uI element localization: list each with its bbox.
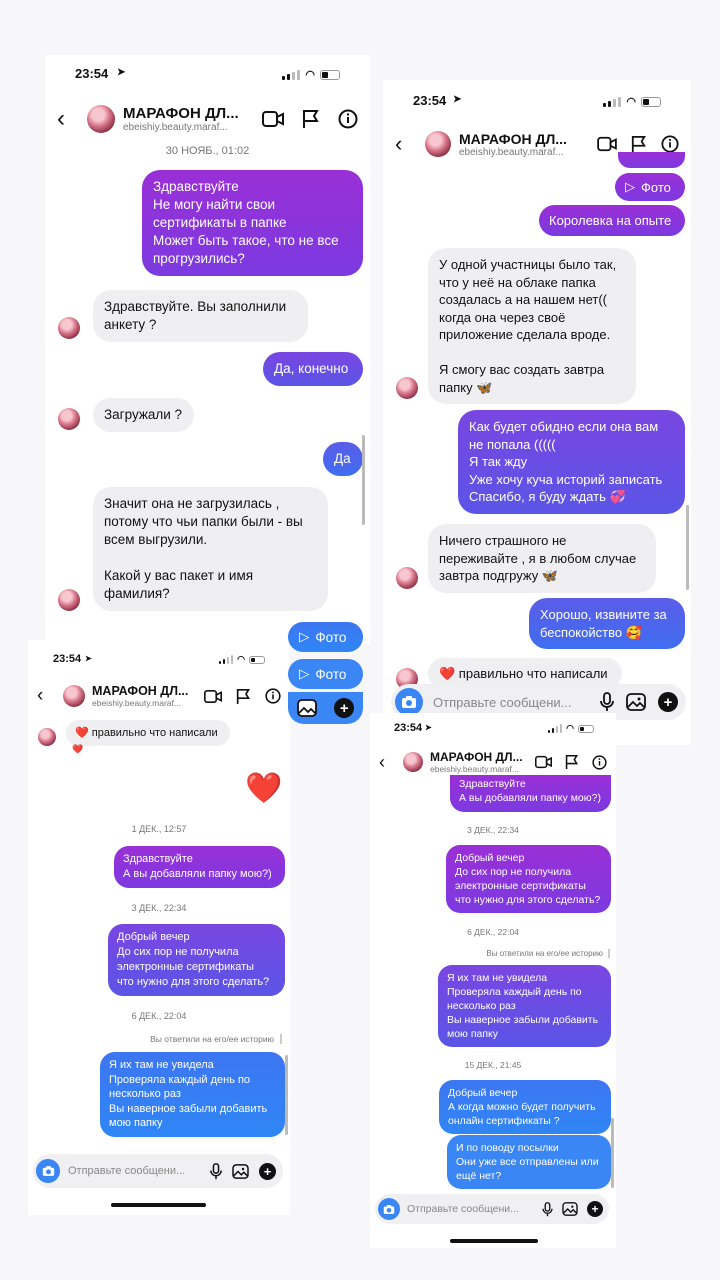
timestamp: 3 ДЕК., 22:34 <box>467 825 519 835</box>
message-bubble[interactable]: Добрый вечер До сих пор не получила электронные сертификаты что нужно для этого сделать? <box>108 924 285 996</box>
avatar[interactable] <box>403 752 423 772</box>
camera-icon[interactable] <box>395 688 423 716</box>
message-bubble[interactable]: Да <box>323 442 363 476</box>
message-bubble[interactable]: Как будет обидно если она вам не попала ((((( Я так жду Уже хочу куча историй записать Спасибо, я буду ждать 💞 <box>458 410 685 514</box>
message-bubble[interactable]: Я их там не увидела Проверяла каждый день по несколько раз Вы наверное забыли добавить мою папку <box>100 1052 285 1137</box>
wifi-icon: ◠ <box>626 96 636 108</box>
play-icon: ▷ <box>299 666 310 681</box>
header-actions <box>535 754 607 770</box>
chat-title[interactable] <box>430 750 523 774</box>
timestamp: 1 ДЕК., 12:57 <box>131 824 187 834</box>
screenshot-2 <box>383 80 691 745</box>
sender-avatar <box>396 567 418 589</box>
location-arrow-icon: ➤ <box>117 67 126 78</box>
gallery-icon[interactable] <box>232 1164 249 1179</box>
status-icons <box>219 654 265 665</box>
message-bubble <box>618 152 685 168</box>
sender-avatar <box>396 377 418 399</box>
status-bar <box>45 55 370 91</box>
message-bubble[interactable]: Хорошо, извините за беспокойство 🥰 <box>529 598 685 649</box>
wifi-icon: ◠ <box>237 654 245 664</box>
video-call-icon[interactable] <box>597 136 617 152</box>
timestamp: 15 ДЕК., 21:45 <box>464 1060 522 1070</box>
sender-avatar <box>58 317 80 339</box>
photo-label: Фото <box>315 666 347 682</box>
sender-avatar <box>58 408 80 430</box>
info-icon[interactable] <box>338 109 358 129</box>
flag-icon[interactable] <box>631 135 647 153</box>
message-bubble[interactable]: Здравствуйте Не могу найти свои сертификаты в папке Может быть такое, что не все прогрузились? <box>142 170 363 276</box>
screenshot-4 <box>370 713 616 1248</box>
screenshot-1 <box>45 55 370 645</box>
status-time: 23:54 <box>75 66 109 81</box>
photo-message[interactable] <box>288 659 363 689</box>
camera-icon[interactable] <box>36 1159 60 1183</box>
battery-icon <box>249 656 265 664</box>
battery-icon <box>320 70 340 80</box>
signal-icon <box>603 97 621 107</box>
message-input[interactable]: Отправьте сообщени... <box>433 694 572 710</box>
composer-actions <box>210 1163 276 1180</box>
info-icon[interactable] <box>592 755 607 770</box>
avatar[interactable] <box>425 131 451 157</box>
microphone-icon[interactable] <box>600 692 614 712</box>
back-chevron-icon[interactable]: ‹ <box>57 105 65 132</box>
status-bar <box>383 80 691 116</box>
composer-actions <box>542 1201 603 1217</box>
camera-icon[interactable] <box>378 1198 400 1220</box>
chat-name: МАРАФОН ДЛ... <box>123 105 239 122</box>
chat-name: МАРАФОН ДЛ... <box>92 684 189 698</box>
header-actions <box>204 688 281 705</box>
sender-avatar <box>38 728 56 746</box>
photo-message[interactable] <box>288 622 363 652</box>
chat-username: ebeishiy.beauty.maraf... <box>92 698 181 708</box>
status-bar <box>28 640 290 670</box>
status-time: 23:54 <box>394 722 423 734</box>
photo-label: Фото <box>315 629 347 645</box>
timestamp: 3 ДЕК., 22:34 <box>131 903 187 913</box>
info-icon[interactable] <box>661 135 679 153</box>
back-chevron-icon[interactable]: ‹ <box>395 131 403 156</box>
status-icons <box>282 68 340 81</box>
avatar[interactable] <box>87 105 115 133</box>
screenshot-3 <box>28 640 290 1215</box>
status-icons <box>603 95 661 108</box>
message-bubble[interactable]: Добрый вечер До сих пор не получила электронные сертификаты что нужно для этого сделать? <box>446 845 611 913</box>
timestamp: 6 ДЕК., 22:04 <box>131 1011 187 1021</box>
photo-label: Фото <box>641 179 671 195</box>
flag-icon[interactable] <box>236 688 251 705</box>
header-actions <box>597 135 679 153</box>
add-icon[interactable]: + <box>259 1163 276 1180</box>
message-bubble[interactable]: И по поводу посылки Они уже все отправлены или ещё нет? <box>447 1135 611 1189</box>
message-bubble[interactable]: Да, конечно <box>263 352 363 386</box>
back-chevron-icon[interactable]: ‹ <box>379 751 385 772</box>
chat-username: ebeishiy.beauty.maraf... <box>459 146 564 158</box>
wifi-icon: ◠ <box>305 69 315 81</box>
message-bubble[interactable]: Значит она не загрузилась , потому что чьи папки были - вы всем выгрузили. Какой у вас пакет и имя фамилия? <box>93 487 328 611</box>
photo-preview-fragment[interactable] <box>288 692 363 724</box>
photo-message[interactable] <box>615 173 685 201</box>
status-bar <box>370 713 616 741</box>
avatar[interactable] <box>63 685 85 707</box>
back-chevron-icon[interactable]: ‹ <box>37 685 44 706</box>
sender-avatar <box>58 589 80 611</box>
status-time: 23:54 <box>53 653 82 665</box>
chat-header <box>45 99 370 139</box>
message-bubble[interactable]: ❤️ правильно что написали <box>66 720 230 746</box>
reaction-heart[interactable]: ❤️ <box>72 744 84 754</box>
status-icons <box>548 723 594 734</box>
signal-icon <box>548 724 562 733</box>
play-icon: ▷ <box>625 179 635 194</box>
location-arrow-icon: ➤ <box>425 723 432 732</box>
message-composer[interactable] <box>33 1154 283 1188</box>
flag-icon[interactable] <box>565 754 579 770</box>
composer-actions <box>600 692 678 712</box>
flag-icon[interactable] <box>302 109 320 129</box>
message-input[interactable]: Отправьте сообщени... <box>68 1165 186 1177</box>
location-arrow-icon: ➤ <box>453 94 462 105</box>
info-icon[interactable] <box>265 688 281 704</box>
chat-title[interactable] <box>92 684 188 708</box>
chat-title[interactable] <box>123 105 239 133</box>
add-icon[interactable]: + <box>658 692 678 712</box>
signal-icon <box>282 70 300 80</box>
message-input[interactable]: Отправьте сообщени... <box>407 1203 519 1215</box>
home-indicator <box>450 1239 538 1243</box>
battery-icon <box>578 725 594 733</box>
microphone-icon[interactable] <box>210 1163 222 1180</box>
chat-title[interactable] <box>459 131 567 158</box>
add-icon[interactable]: + <box>334 698 354 718</box>
message-bubble[interactable]: Добрый вечер А когда можно будет получить онлайн сертификаты ? <box>439 1080 611 1134</box>
story-reply-note: Вы ответили на его/ее историю <box>486 949 610 958</box>
story-reply-note: Вы ответили на его/ее историю <box>150 1034 282 1044</box>
message-bubble[interactable]: Ничего страшного не переживайте , я в любом случае завтра подгружу 🦋 <box>428 524 656 593</box>
heart-emoji-message[interactable]: ❤️ <box>245 772 283 805</box>
video-call-icon[interactable] <box>262 110 284 128</box>
chat-name: МАРАФОН ДЛ... <box>430 750 523 764</box>
location-arrow-icon: ➤ <box>85 654 92 663</box>
message-bubble[interactable]: ❤️ правильно что написали <box>428 658 622 689</box>
scrollbar[interactable] <box>362 435 365 525</box>
timestamp: 30 НОЯБ., 01:02 <box>165 145 250 157</box>
chat-header <box>370 747 616 777</box>
message-bubble[interactable]: Здравствуйте А вы добавляли папку мою?) <box>114 846 285 888</box>
scrollbar[interactable] <box>686 505 689 590</box>
scrollbar[interactable] <box>611 1118 614 1188</box>
timestamp: 6 ДЕК., 22:04 <box>467 927 519 937</box>
play-icon: ▷ <box>299 629 310 644</box>
microphone-icon[interactable] <box>542 1202 553 1217</box>
wifi-icon: ◠ <box>566 723 574 733</box>
message-composer[interactable] <box>375 1194 609 1224</box>
signal-icon <box>219 655 233 664</box>
message-bubble[interactable]: Королевка на опыте <box>539 205 685 236</box>
video-call-icon[interactable] <box>204 689 222 704</box>
chat-header <box>28 680 290 712</box>
scrollbar[interactable] <box>285 1055 288 1135</box>
gallery-icon[interactable] <box>626 693 646 711</box>
add-icon[interactable]: + <box>587 1201 603 1217</box>
chat-username: ebeishiy.beauty.maraf... <box>430 764 519 774</box>
chat-username: ebeishiy.beauty.maraf... <box>123 122 228 133</box>
video-call-icon[interactable] <box>535 755 552 769</box>
message-bubble[interactable]: Я их там не увидела Проверяла каждый день по несколько раз Вы наверное забыли добавить мою папку <box>438 965 611 1047</box>
gallery-icon[interactable] <box>562 1202 578 1216</box>
gallery-icon[interactable] <box>297 699 317 717</box>
battery-icon <box>641 97 661 107</box>
message-bubble[interactable]: Загружали ? <box>93 398 194 432</box>
status-time: 23:54 <box>413 93 447 108</box>
message-bubble[interactable]: Здравствуйте. Вы заполнили анкету ? <box>93 290 308 342</box>
message-bubble[interactable]: У одной участницы было так, что у неё на облаке папка создалась а на нашем нет(( когда она через своё приложение сделала вроде. Я смогу вас создать завтра папку 🦋 <box>428 248 636 404</box>
home-indicator <box>111 1203 206 1207</box>
header-actions <box>262 109 358 129</box>
message-bubble[interactable]: Здравствуйте А вы добавляли папку мою?) <box>450 775 611 812</box>
chat-name: МАРАФОН ДЛ... <box>459 130 567 147</box>
